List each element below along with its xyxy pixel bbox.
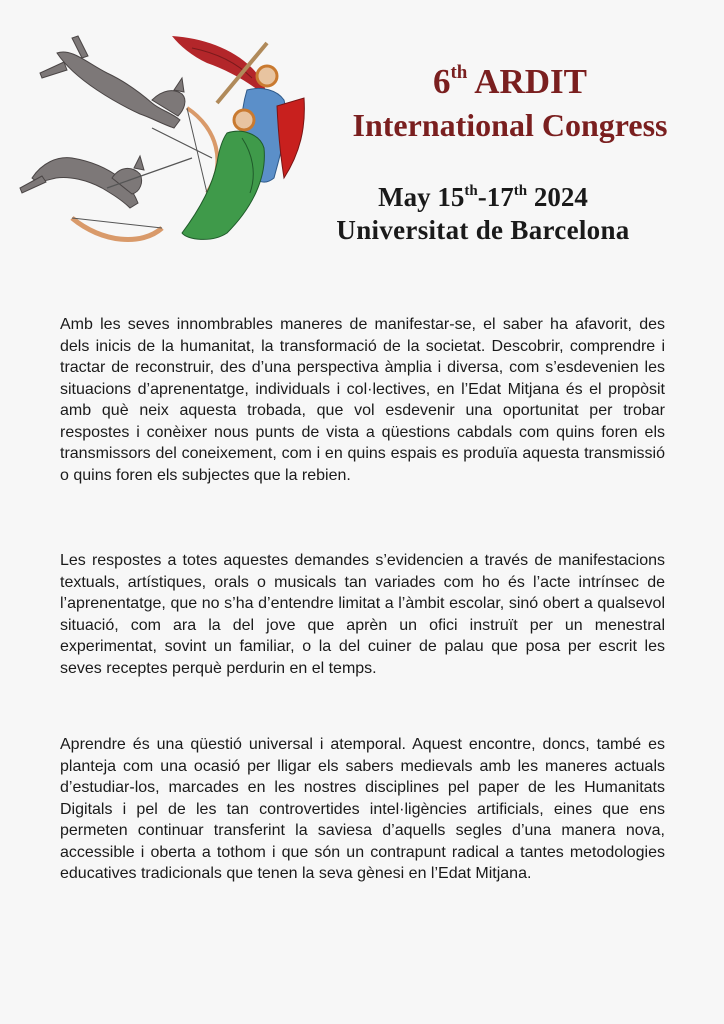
congress-title (310, 52, 710, 145)
medieval-angels-and-demons-illustration-icon (12, 28, 312, 253)
body-paragraph-2: Les respostes a totes aquestes demandes s’evidencien a través de manifestacions textuals, artístiques, orals o musicals tan variades com ho és l’acte intrínsec de l’aprenentatge, que no s’ha d’entendre limitat a l’àmbit escolar, sinó obert a qualsevol situació, com ara la del jove que aprèn un ofici instruït per un menestral experimentat, sovint un familiar, o la del cuiner de palau que posa per escrit les seves receptes perquè perdurin en el temps. (60, 552, 665, 677)
body-paragraph-3: Aprendre és una qüestió universal i atemporal. Aquest encontre, doncs, també es planteja com una ocasió per lligar els sabers medievals amb les maneres actuals d’estudiar-los, marcades en les nostres disciplines pel paper de les Humanitats Digitals i pel de les tan controvertides intel·ligències artificials, eines que ens permeten continuar transferint la saviesa d’aquells segles d’una manera nova, accessible i oberta a tothom i que són un contrapunt radical a tantes metodologies educatives tradicionals que tenen la seva gènesi en l’Edat Mitjana. (60, 736, 665, 882)
title-edition (310, 52, 710, 103)
date-end-suffix: th (513, 183, 528, 199)
edition-number: 6 (432, 62, 451, 101)
edition-suffix: th (450, 62, 468, 83)
body-paragraph-1: Amb les seves innombrables maneres de manifestar-se, el saber ha afavorit, des dels inicis de la humanitat, la transformació de la societat. Descobrir, comprendre i tractar de reconstruir, des d’una perspectiva àmplia i diversa, com s’esdevenien les situacions d’aprenentatge, individuals i col·lectives, en l’Edat Mitjana és el propòsit amb què neix aquesta trobada, que vol esdevenir una oportunitat per trobar respostes i conèixer nous punts de vista a qüestions cabdals com quins foren els transmissors del coneixement, com i en quins espais es produïa aquesta transmissió o quins foren els subjectes que la rebien. (60, 316, 665, 484)
date-start: May 15 (378, 182, 465, 212)
event-date (318, 175, 648, 213)
date-start-suffix: th (464, 183, 478, 199)
congress-subtitle: International Congress (352, 107, 668, 143)
congress-name: ARDIT (474, 62, 588, 101)
event-venue: Universitat de Barcelona (336, 215, 630, 245)
event-details (318, 175, 648, 247)
date-year: 2024 (527, 182, 588, 212)
date-end: -17 (477, 182, 514, 212)
